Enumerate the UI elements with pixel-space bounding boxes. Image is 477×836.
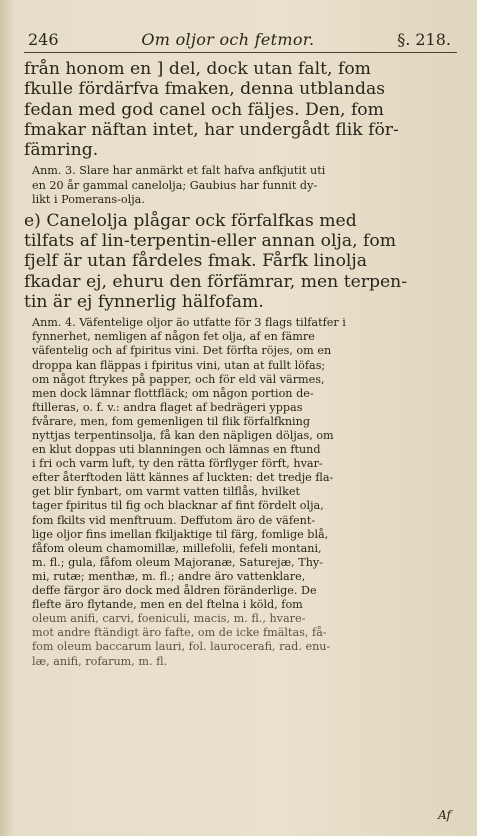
- note-line: læ, anifi, rofarum, m. fl.: [32, 654, 168, 668]
- text-line: fkadar ej, ehuru den förfämrar, men terpen-: [24, 271, 408, 292]
- text-line: fedan med god canel och fäljes. Den, fom: [24, 99, 384, 120]
- text-line: e) Canelolja plågar ock förfalfkas med: [24, 210, 357, 231]
- page-number: 246: [28, 30, 59, 49]
- paragraph-1: [24, 59, 457, 160]
- note-line: Anm. 3. Slare har anmärkt et falt hafva anfkjutit uti: [32, 164, 326, 178]
- text-line: tin är ej fynnerlig hälfofam.: [24, 291, 264, 312]
- note-line: om något ftrykes på papper, och för eld väl värmes,: [32, 372, 325, 386]
- note-line: fvårare, men, fom gemenligen til flik förfalfkning: [32, 414, 310, 428]
- note-anm-4: [24, 316, 457, 668]
- text-line: tilfats af lin-terpentin-eller annan olja, fom: [24, 231, 396, 252]
- note-line: i fri och varm luft, ty den rätta förflyger förft, hvar-: [32, 457, 323, 471]
- catchword: Af: [438, 808, 451, 822]
- note-line: mi, rutæ; menthæ, m. fl.; andre äro vattenklare,: [32, 569, 306, 583]
- paragraph-2: [24, 211, 457, 312]
- note-line: tager fpiritus til fig och blacknar af fint fördelt olja,: [32, 499, 324, 513]
- text-line: fjelf är utan fårdeles fmak. Fårfk linolja: [24, 251, 368, 272]
- note-line: deffe färgor äro dock med åldren föränderlige. De: [32, 584, 317, 598]
- note-line: fom fkilts vid menftruum. Deffutom äro de väfent-: [32, 513, 316, 527]
- note-line: fåfom oleum chamomillæ, millefolii, fefeli montani,: [32, 541, 322, 555]
- note-line: lige oljor fins imellan fkiljaktige til färg, fomlige blå,: [32, 527, 329, 541]
- text-line: fkulle fördärfva fmaken, denna utblandas: [24, 79, 386, 100]
- page-header: [24, 30, 457, 53]
- note-anm-3: [24, 164, 457, 206]
- note-line: oleum anifi, carvi, foeniculi, macis, m. fl., hvare-: [32, 612, 306, 626]
- note-line: ftilleras, o. f. v.: andra flaget af bedrägeri yppas: [32, 400, 303, 414]
- text-line: från honom en ] del, dock utan falt, fom: [24, 59, 371, 79]
- note-line: men dock lämnar flottfläck; om någon portion de-: [32, 386, 314, 400]
- running-title: Om oljor och fetmor.: [141, 30, 315, 49]
- note-line: mot andre ftändigt äro fafte, om de icke fmältas, få-: [32, 626, 327, 640]
- note-line: nyttjas terpentinsolja, få kan den näpligen döljas, om: [32, 429, 334, 442]
- note-line: fynnerhet, nemligen af någon fet olja, af en fämre: [32, 330, 315, 344]
- note-line: väfentelig och af fpiritus vini. Det förfta röjes, om en: [32, 344, 332, 358]
- text-line: fämring.: [24, 140, 99, 161]
- note-line: get blir fynbart, om varmt vatten tilflås, hvilket: [32, 485, 300, 499]
- note-line: droppa kan fläppas i fpiritus vini, utan at fullt löfas;: [32, 358, 326, 372]
- note-line: likt i Pomerans-olja.: [32, 192, 145, 206]
- note-line: Anm. 4. Väfentelige oljor äo utfatte för 3 flags tilfatfer i: [32, 316, 346, 330]
- text-line: fmakar näftan intet, har undergådt flik för-: [24, 119, 399, 140]
- note-line: fom oleum baccarum lauri, fol. laurocerafi, rad. enu-: [32, 640, 331, 654]
- note-line: en 20 år gammal canelolja; Gaubius har funnit dy-: [32, 178, 318, 192]
- note-line: en klut doppas uti blanningen och lämnas en ftund: [32, 443, 321, 457]
- note-line: m. fl.; gula, fåfom oleum Majoranæ, Saturejæ, Thy-: [32, 555, 323, 569]
- note-line: flefte äro flytande, men en del ftelna i köld, fom: [32, 598, 303, 612]
- note-line: efter återftoden lätt kännes af luckten: det tredje fla-: [32, 471, 334, 485]
- section-number: §. 218.: [397, 30, 451, 49]
